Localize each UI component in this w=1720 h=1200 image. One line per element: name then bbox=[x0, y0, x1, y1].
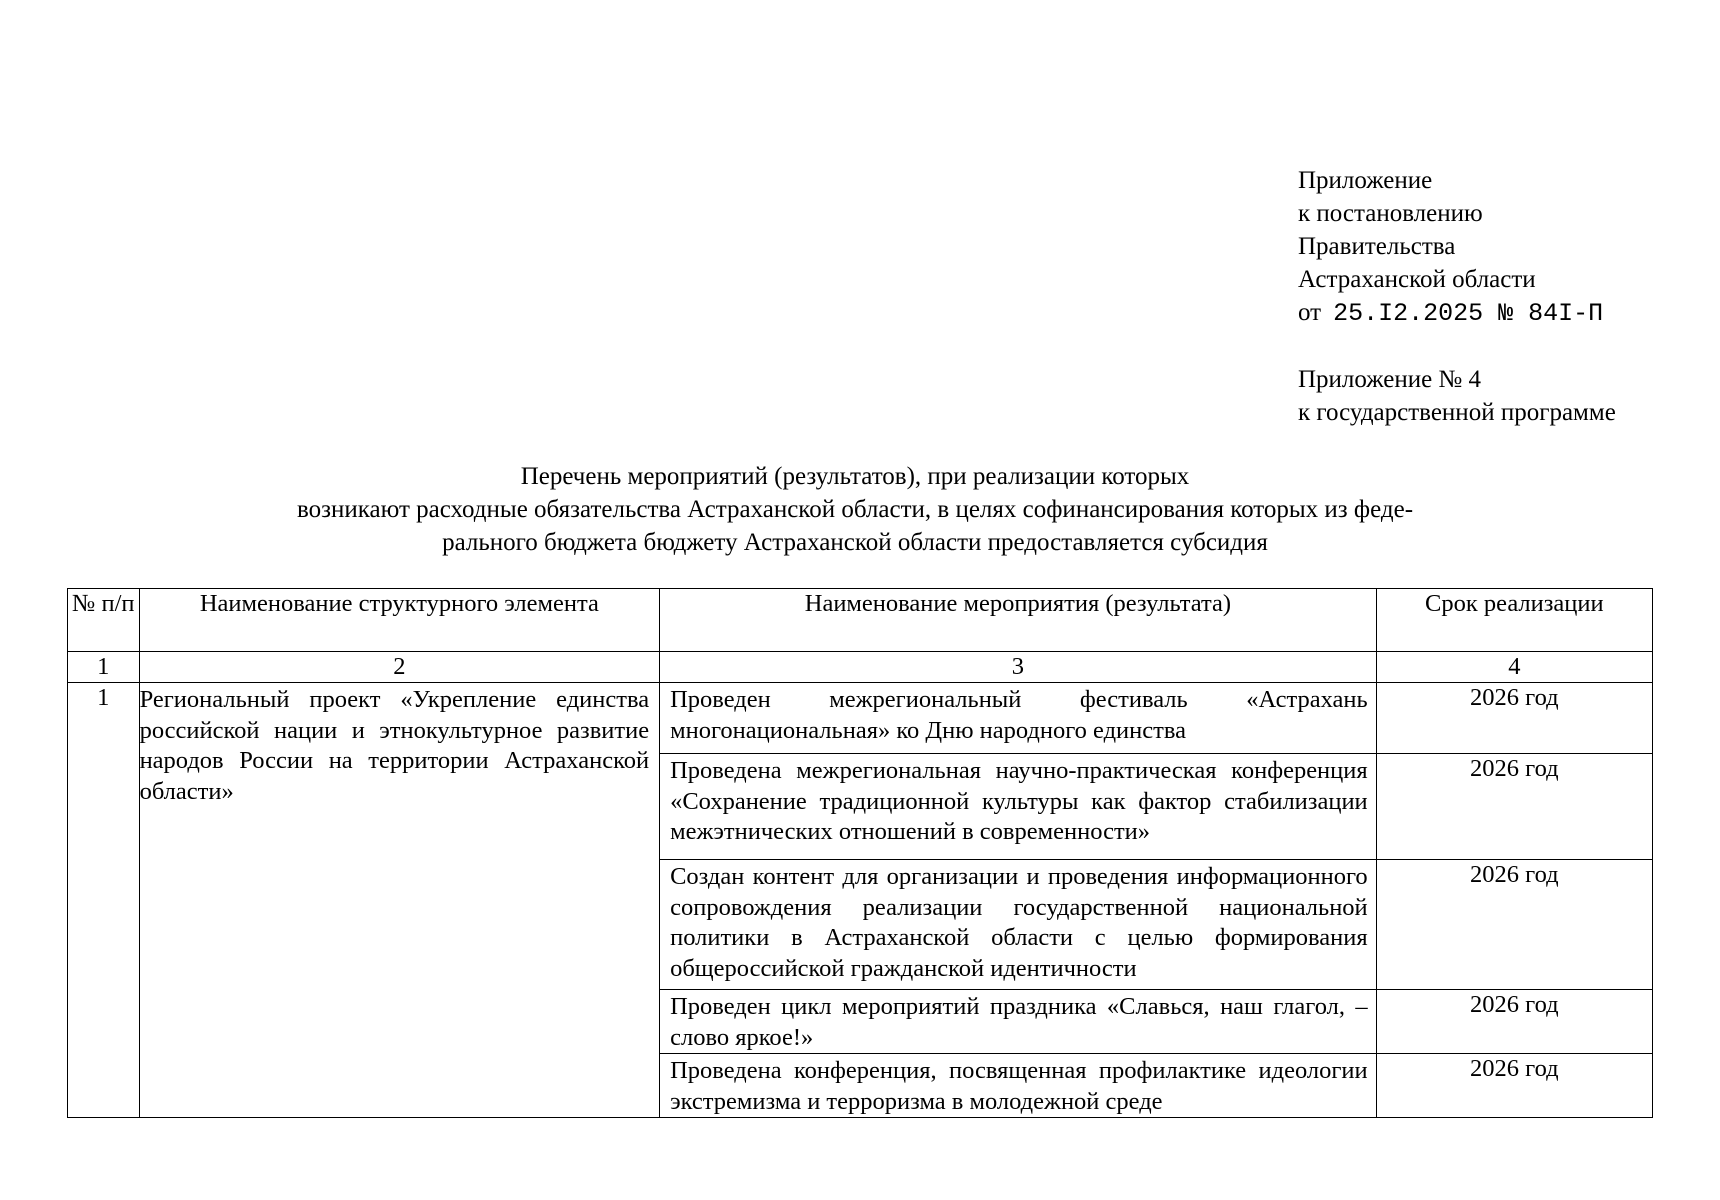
title-line: Перечень мероприятий (результатов), при реализации которых bbox=[520, 463, 1190, 490]
header-num: № п/п bbox=[68, 589, 140, 652]
event-term: 2026 год bbox=[1376, 860, 1652, 990]
event-term: 2026 год bbox=[1376, 1054, 1652, 1118]
event-term: 2026 год bbox=[1376, 683, 1652, 754]
event-name: Проведена межрегиональная научно-практическая конференция «Сохранение традиционной культуры как фактор стабилизации межэтнических отношений в современности» bbox=[660, 754, 1377, 860]
header-event: Наименование мероприятия (результата) bbox=[660, 589, 1377, 652]
appendix-line: Приложение bbox=[1298, 167, 1433, 194]
appendix-line: к постановлению bbox=[1298, 200, 1483, 227]
document-title bbox=[140, 460, 1570, 559]
from-label: от bbox=[1298, 299, 1322, 326]
column-number: 3 bbox=[660, 652, 1377, 683]
row-num: 1 bbox=[68, 683, 140, 1118]
appendix-line: Астраханской области bbox=[1298, 266, 1536, 293]
event-name: Проведен межрегиональный фестиваль «Астрахань многонациональная» ко Дню народного единства bbox=[660, 683, 1377, 754]
event-name: Проведена конференция, посвященная профилактике идеологии экстремизма и терроризма в молодежной среде bbox=[660, 1054, 1377, 1118]
event-term: 2026 год bbox=[1376, 990, 1652, 1054]
title-line: возникают расходные обязательства Астраханской области, в целях софинансирования которых из феде- bbox=[296, 496, 1414, 523]
date-number-stamp: 25.I2.2025 № 84I-П bbox=[1333, 299, 1604, 328]
event-name: Проведен цикл мероприятий праздника «Славься, наш глагол, – слово яркое!» bbox=[660, 990, 1377, 1054]
title-line: рального бюджета бюджету Астраханской области предоставляется субсидия bbox=[442, 529, 1268, 556]
event-name: Создан контент для организации и проведения информационного сопровождения реализации государственной национальной политики в Астраханской области с целью формирования общероссийской гражданской идентичности bbox=[660, 860, 1377, 990]
structural-element-name: Региональный проект «Укрепление единства российской нации и этнокультурное развитие народов России на территории Астраханской области» bbox=[139, 683, 660, 1118]
header-structural-element: Наименование структурного элемента bbox=[139, 589, 660, 652]
appendix-number: Приложение № 4 bbox=[1298, 366, 1482, 393]
resolution-date-number bbox=[1298, 296, 1616, 330]
event-term: 2026 год bbox=[1376, 754, 1652, 860]
events-table bbox=[67, 588, 1653, 1118]
column-number: 2 bbox=[139, 652, 660, 683]
appendix-block bbox=[1298, 164, 1616, 429]
table-row bbox=[68, 683, 1653, 754]
column-number-row bbox=[68, 652, 1653, 683]
column-number: 1 bbox=[68, 652, 140, 683]
column-number: 4 bbox=[1376, 652, 1652, 683]
appendix-line: Правительства bbox=[1298, 233, 1456, 260]
header-term: Срок реализации bbox=[1376, 589, 1652, 652]
table-header-row bbox=[68, 589, 1653, 652]
appendix-subtitle: к государственной программе bbox=[1298, 399, 1616, 426]
